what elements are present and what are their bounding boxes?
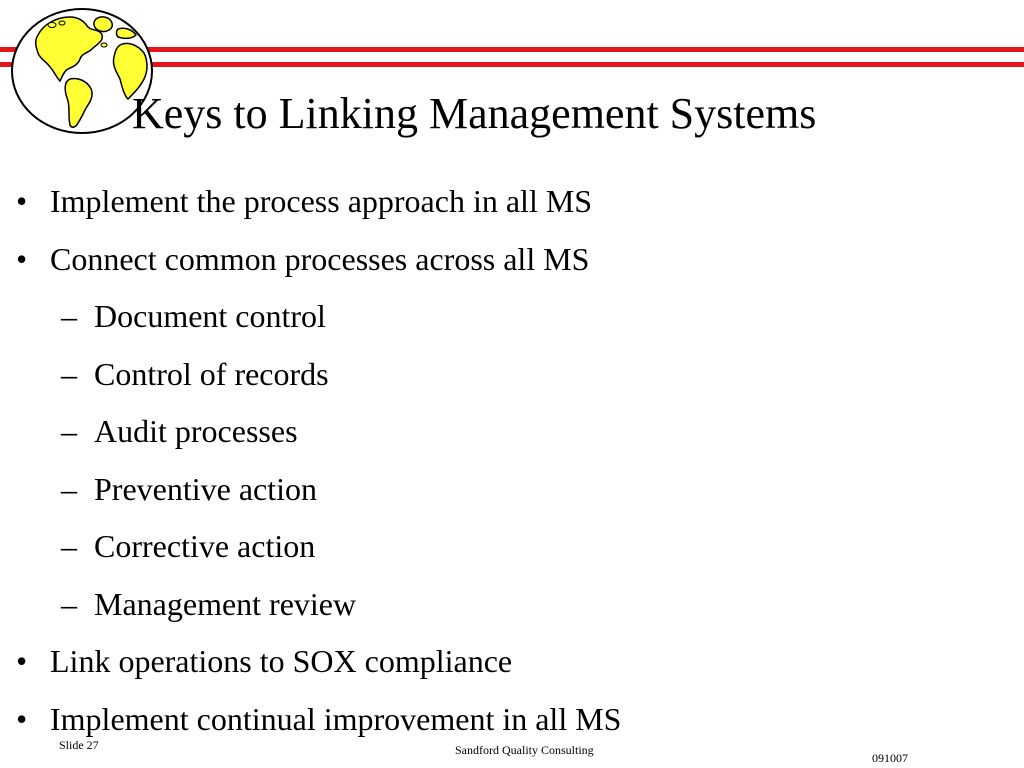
slide-number: Slide 27 <box>59 738 99 752</box>
bullet-marker: • <box>16 183 28 219</box>
sub-bullet-item <box>0 288 1024 346</box>
bullet-marker: • <box>16 240 28 277</box>
bullet-marker: • <box>16 700 28 737</box>
bullet-text: Corrective action <box>94 528 316 564</box>
bullet-text: Connect common processes across all MS <box>50 240 590 277</box>
slide-title: Keys to Linking Management Systems <box>132 89 817 138</box>
bullet-item <box>0 633 1024 691</box>
bullet-list <box>0 173 1024 748</box>
bullet-text: Document control <box>94 298 326 334</box>
sub-bullet-item <box>0 346 1024 404</box>
dash-marker: – <box>61 470 77 507</box>
sub-bullet-item <box>0 403 1024 461</box>
dash-marker: – <box>61 528 77 564</box>
bullet-item <box>0 691 1024 749</box>
bullet-text: Link operations to SOX compliance <box>50 643 513 679</box>
dash-marker: – <box>61 413 77 449</box>
sub-bullet-item <box>0 461 1024 519</box>
dash-marker: – <box>61 298 77 334</box>
sub-bullet-item <box>0 576 1024 634</box>
footer-company: Sandford Quality Consulting <box>455 743 594 757</box>
bullet-marker: • <box>16 643 28 679</box>
bullet-text: Audit processes <box>94 413 298 449</box>
bullet-text: Preventive action <box>94 470 318 507</box>
bullet-text: Management review <box>94 585 357 622</box>
bullet-text: Implement the process approach in all MS <box>50 183 593 219</box>
footer-code: 091007 <box>872 751 908 765</box>
bullet-text: Implement continual improvement in all MS <box>50 700 622 737</box>
dash-marker: – <box>61 355 77 392</box>
bullet-item <box>0 173 1024 231</box>
bullet-text: Control of records <box>94 355 329 392</box>
sub-bullet-item <box>0 518 1024 576</box>
dash-marker: – <box>61 585 77 622</box>
bullet-item <box>0 231 1024 289</box>
